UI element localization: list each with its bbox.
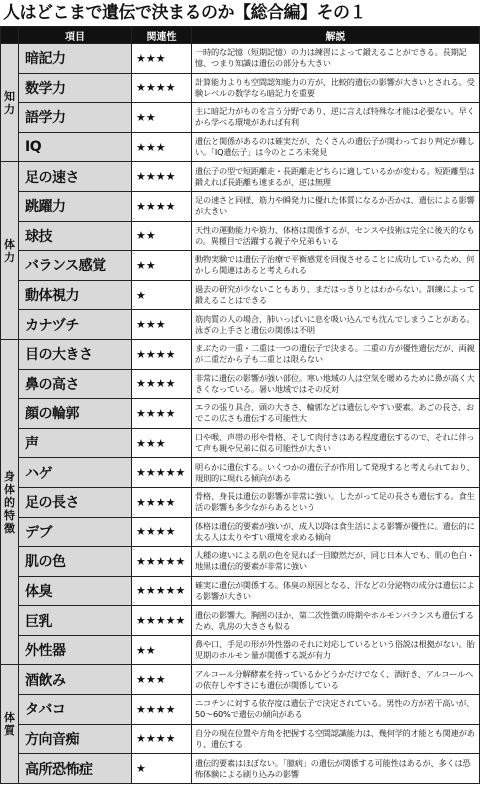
relevance-stars: ★★★★★ — [132, 576, 192, 606]
item-explanation: 人種の違いによる肌の色を見れば一目瞭然だが、同じ日本人でも、肌の色白・地黒は遺伝的要素が非常に強い — [192, 547, 480, 577]
table-row — [1, 103, 480, 133]
item-explanation: 一時的な記憶（短期記憶）の力は練習によって鍛えることができる。長期記憶、つまり知識は遺伝の部分も大きい — [192, 44, 480, 74]
relevance-stars: ★★★★★ — [132, 606, 192, 636]
item-name: 声 — [19, 428, 132, 458]
item-explanation: 過去の研究が少ないこともあり、まだはっきりとはわからない。訓練によって鍛えることはできる — [192, 280, 480, 310]
header-category — [1, 27, 19, 44]
relevance-stars: ★★★ — [132, 665, 192, 695]
relevance-stars: ★★ — [132, 221, 192, 251]
category-text: 身体的特徴 — [4, 469, 15, 535]
item-explanation: 体格は遺伝的要素が強いが、成人以降は食生活による影響が優性に。遺伝的に太る人は太りやすい環境を求める傾向 — [192, 517, 480, 547]
item-explanation: まぶたの一重・二重は一つの遺伝子で決まる。二重の方が優性遺伝だが、両親が二重だから子も二重とは限らない — [192, 339, 480, 369]
item-explanation: 天性の運動能力や筋力、体格は関係するが、センスや技術は完全に後天的なもの。異種目で活躍する親子や兄弟もいる — [192, 221, 480, 251]
relevance-stars: ★★★★ — [132, 162, 192, 192]
relevance-stars: ★★★ — [132, 310, 192, 340]
table-row — [1, 280, 480, 310]
item-name: カナヅチ — [19, 310, 132, 340]
table-row — [1, 251, 480, 281]
item-name: 語学力 — [19, 103, 132, 133]
item-name: 肌の色 — [19, 547, 132, 577]
item-name: 酒飲み — [19, 665, 132, 695]
header-row — [1, 27, 480, 44]
item-explanation: 遺伝的要素はほぼない。「臆病」の遺伝が関係する可能性はあるが、多くは恐怖体験による刷り込みの影響 — [192, 754, 480, 784]
item-name: 体臭 — [19, 576, 132, 606]
table-row — [1, 665, 480, 695]
item-explanation: 筋肉質の人の場合、肺いっぱいに息を吸い込んでも沈んでしまうことがある。泳ぎの上手さと遺伝の関係は不明 — [192, 310, 480, 340]
item-explanation: 骨格、身長は遺伝の影響が非常に強い。したがって足の長さも遺伝する。食生活の影響も多少ながらあるという — [192, 487, 480, 517]
item-explanation: 確実に遺伝が関係する。体臭の原因となる、汗などの分泌物の成分は遺伝による影響が大きい — [192, 576, 480, 606]
table-row — [1, 428, 480, 458]
relevance-stars: ★★★ — [132, 44, 192, 74]
item-name: デブ — [19, 517, 132, 547]
relevance-stars: ★★★★ — [132, 191, 192, 221]
item-explanation: 遺伝の影響大。胸囲のほか、第二次性徴の時期やホルモンバランスも遺伝するため、乳房の大きさも似る — [192, 606, 480, 636]
item-explanation: 非常に遺伝の影響が強い部位。寒い地域の人は空気を暖めるために鼻が高く大きくなっている。暑い地域ではその反対 — [192, 369, 480, 399]
item-explanation: 遺伝と関係があるのは確実だが、たくさんの遺伝子が関わっており判定が難しい。「IQ遺伝子」は今のところ未発見 — [192, 132, 480, 162]
table-row — [1, 339, 480, 369]
item-name: 跳躍力 — [19, 191, 132, 221]
header-relevance: 関連性 — [132, 27, 192, 44]
category-text: 体質 — [4, 711, 15, 738]
relevance-stars: ★★★★ — [132, 724, 192, 754]
table-row — [1, 547, 480, 577]
table-row — [1, 517, 480, 547]
item-explanation: 計算能力よりも空間認知能力の方が、比較的遺伝の影響が大きいとされる。受験レベルの数学なら暗記力を重要 — [192, 73, 480, 103]
category-label — [1, 665, 19, 783]
relevance-stars: ★★★★ — [132, 339, 192, 369]
item-explanation: 足の速さと同様、筋力や瞬発力に優れた体質になるか否かは、遺伝による影響が大きい — [192, 191, 480, 221]
item-name: 鼻の高さ — [19, 369, 132, 399]
table-row — [1, 399, 480, 429]
item-explanation: 口や喉、声帯の形や骨格、そして肉付きはある程度遺伝するので、それに伴って声も親や兄弟に似る可能性が大きい — [192, 428, 480, 458]
table-row — [1, 606, 480, 636]
category-label — [1, 44, 19, 162]
relevance-stars: ★★★★ — [132, 73, 192, 103]
header-item: 項目 — [19, 27, 132, 44]
item-name: 顔の輪郭 — [19, 399, 132, 429]
table-row — [1, 132, 480, 162]
table-body — [1, 44, 480, 784]
item-name: 球技 — [19, 221, 132, 251]
item-explanation: 遺伝子の型で短距離走・長距離走どちらに適しているかが変わる。短距離型は鍛えれば長距離も速まるが、逆は無理 — [192, 162, 480, 192]
item-name: 動体視力 — [19, 280, 132, 310]
item-name: ハゲ — [19, 458, 132, 488]
relevance-stars: ★★★★★ — [132, 458, 192, 488]
item-name: 足の速さ — [19, 162, 132, 192]
item-name: バランス感覚 — [19, 251, 132, 281]
item-name: 方向音痴 — [19, 724, 132, 754]
relevance-stars: ★★ — [132, 251, 192, 281]
item-name: 目の大きさ — [19, 339, 132, 369]
item-name: タバコ — [19, 695, 132, 725]
item-explanation: エラの張り具合、頭の大きさ、輪郭などは遺伝しやすい要素。あごの長さ、おでこの広さも遺伝する可能性大 — [192, 399, 480, 429]
item-name: 暗記力 — [19, 44, 132, 74]
item-name: 外性器 — [19, 635, 132, 665]
item-explanation: 明らかに遺伝する。いくつかの遺伝子が作用して発現すると考えられており、規則的に現れる傾向がある — [192, 458, 480, 488]
table-row — [1, 73, 480, 103]
table-row — [1, 44, 480, 74]
relevance-stars: ★★ — [132, 103, 192, 133]
item-name: IQ — [19, 132, 132, 162]
category-label — [1, 162, 19, 340]
item-explanation: 主に暗記力がものを言う分野であり、逆に言えば特殊な才能は必要ない。早くから学べる環境があれば有利 — [192, 103, 480, 133]
table-row — [1, 695, 480, 725]
item-name: 足の長さ — [19, 487, 132, 517]
table-row — [1, 635, 480, 665]
table-row — [1, 724, 480, 754]
item-name: 高所恐怖症 — [19, 754, 132, 784]
item-name: 数学力 — [19, 73, 132, 103]
category-text: 体力 — [4, 237, 15, 264]
item-explanation: アルコール分解酵素を持っているかどうかだけでなく、酒好き、アルコールへの依存しやすさにも遺伝が関係している — [192, 665, 480, 695]
relevance-stars: ★ — [132, 754, 192, 784]
relevance-stars: ★ — [132, 280, 192, 310]
page-title: 人はどこまで遺伝で決まるのか【総合編】その１ — [3, 3, 366, 23]
item-explanation: 自分の現在位置や方角を把握する空間認識能力は、幾何学的才能とも関連があり、遺伝する — [192, 724, 480, 754]
item-explanation: ニコチンに対する依存度は遺伝子で決定されている。男性の方が若干高いが、50〜60%で遺伝の傾向がある — [192, 695, 480, 725]
table-row — [1, 458, 480, 488]
relevance-stars: ★★★★ — [132, 695, 192, 725]
relevance-stars: ★★★ — [132, 428, 192, 458]
table-row — [1, 162, 480, 192]
category-label — [1, 339, 19, 665]
table-row — [1, 576, 480, 606]
relevance-stars: ★★★★ — [132, 369, 192, 399]
item-explanation: 動物実験では遺伝子治療で平衡感覚を回復させることに成功しているため、何かしら関連はあると考えられる — [192, 251, 480, 281]
item-explanation: 鼻や口、手足の形が外性器のそれに対応しているという俗説は根拠がない。胎児期のホルモン量が関係する説が有力 — [192, 635, 480, 665]
table-row — [1, 310, 480, 340]
table-row — [1, 191, 480, 221]
relevance-stars: ★★ — [132, 635, 192, 665]
relevance-stars: ★★★ — [132, 132, 192, 162]
table-row — [1, 487, 480, 517]
table-row — [1, 221, 480, 251]
relevance-stars: ★★★★★ — [132, 547, 192, 577]
relevance-stars: ★★★★ — [132, 517, 192, 547]
header-explanation: 解説 — [192, 27, 480, 44]
genetics-table — [0, 26, 480, 784]
table-row — [1, 754, 480, 784]
relevance-stars: ★★★★ — [132, 487, 192, 517]
category-text: 知力 — [4, 89, 15, 116]
relevance-stars: ★★★★ — [132, 399, 192, 429]
table-row — [1, 369, 480, 399]
item-name: 巨乳 — [19, 606, 132, 636]
